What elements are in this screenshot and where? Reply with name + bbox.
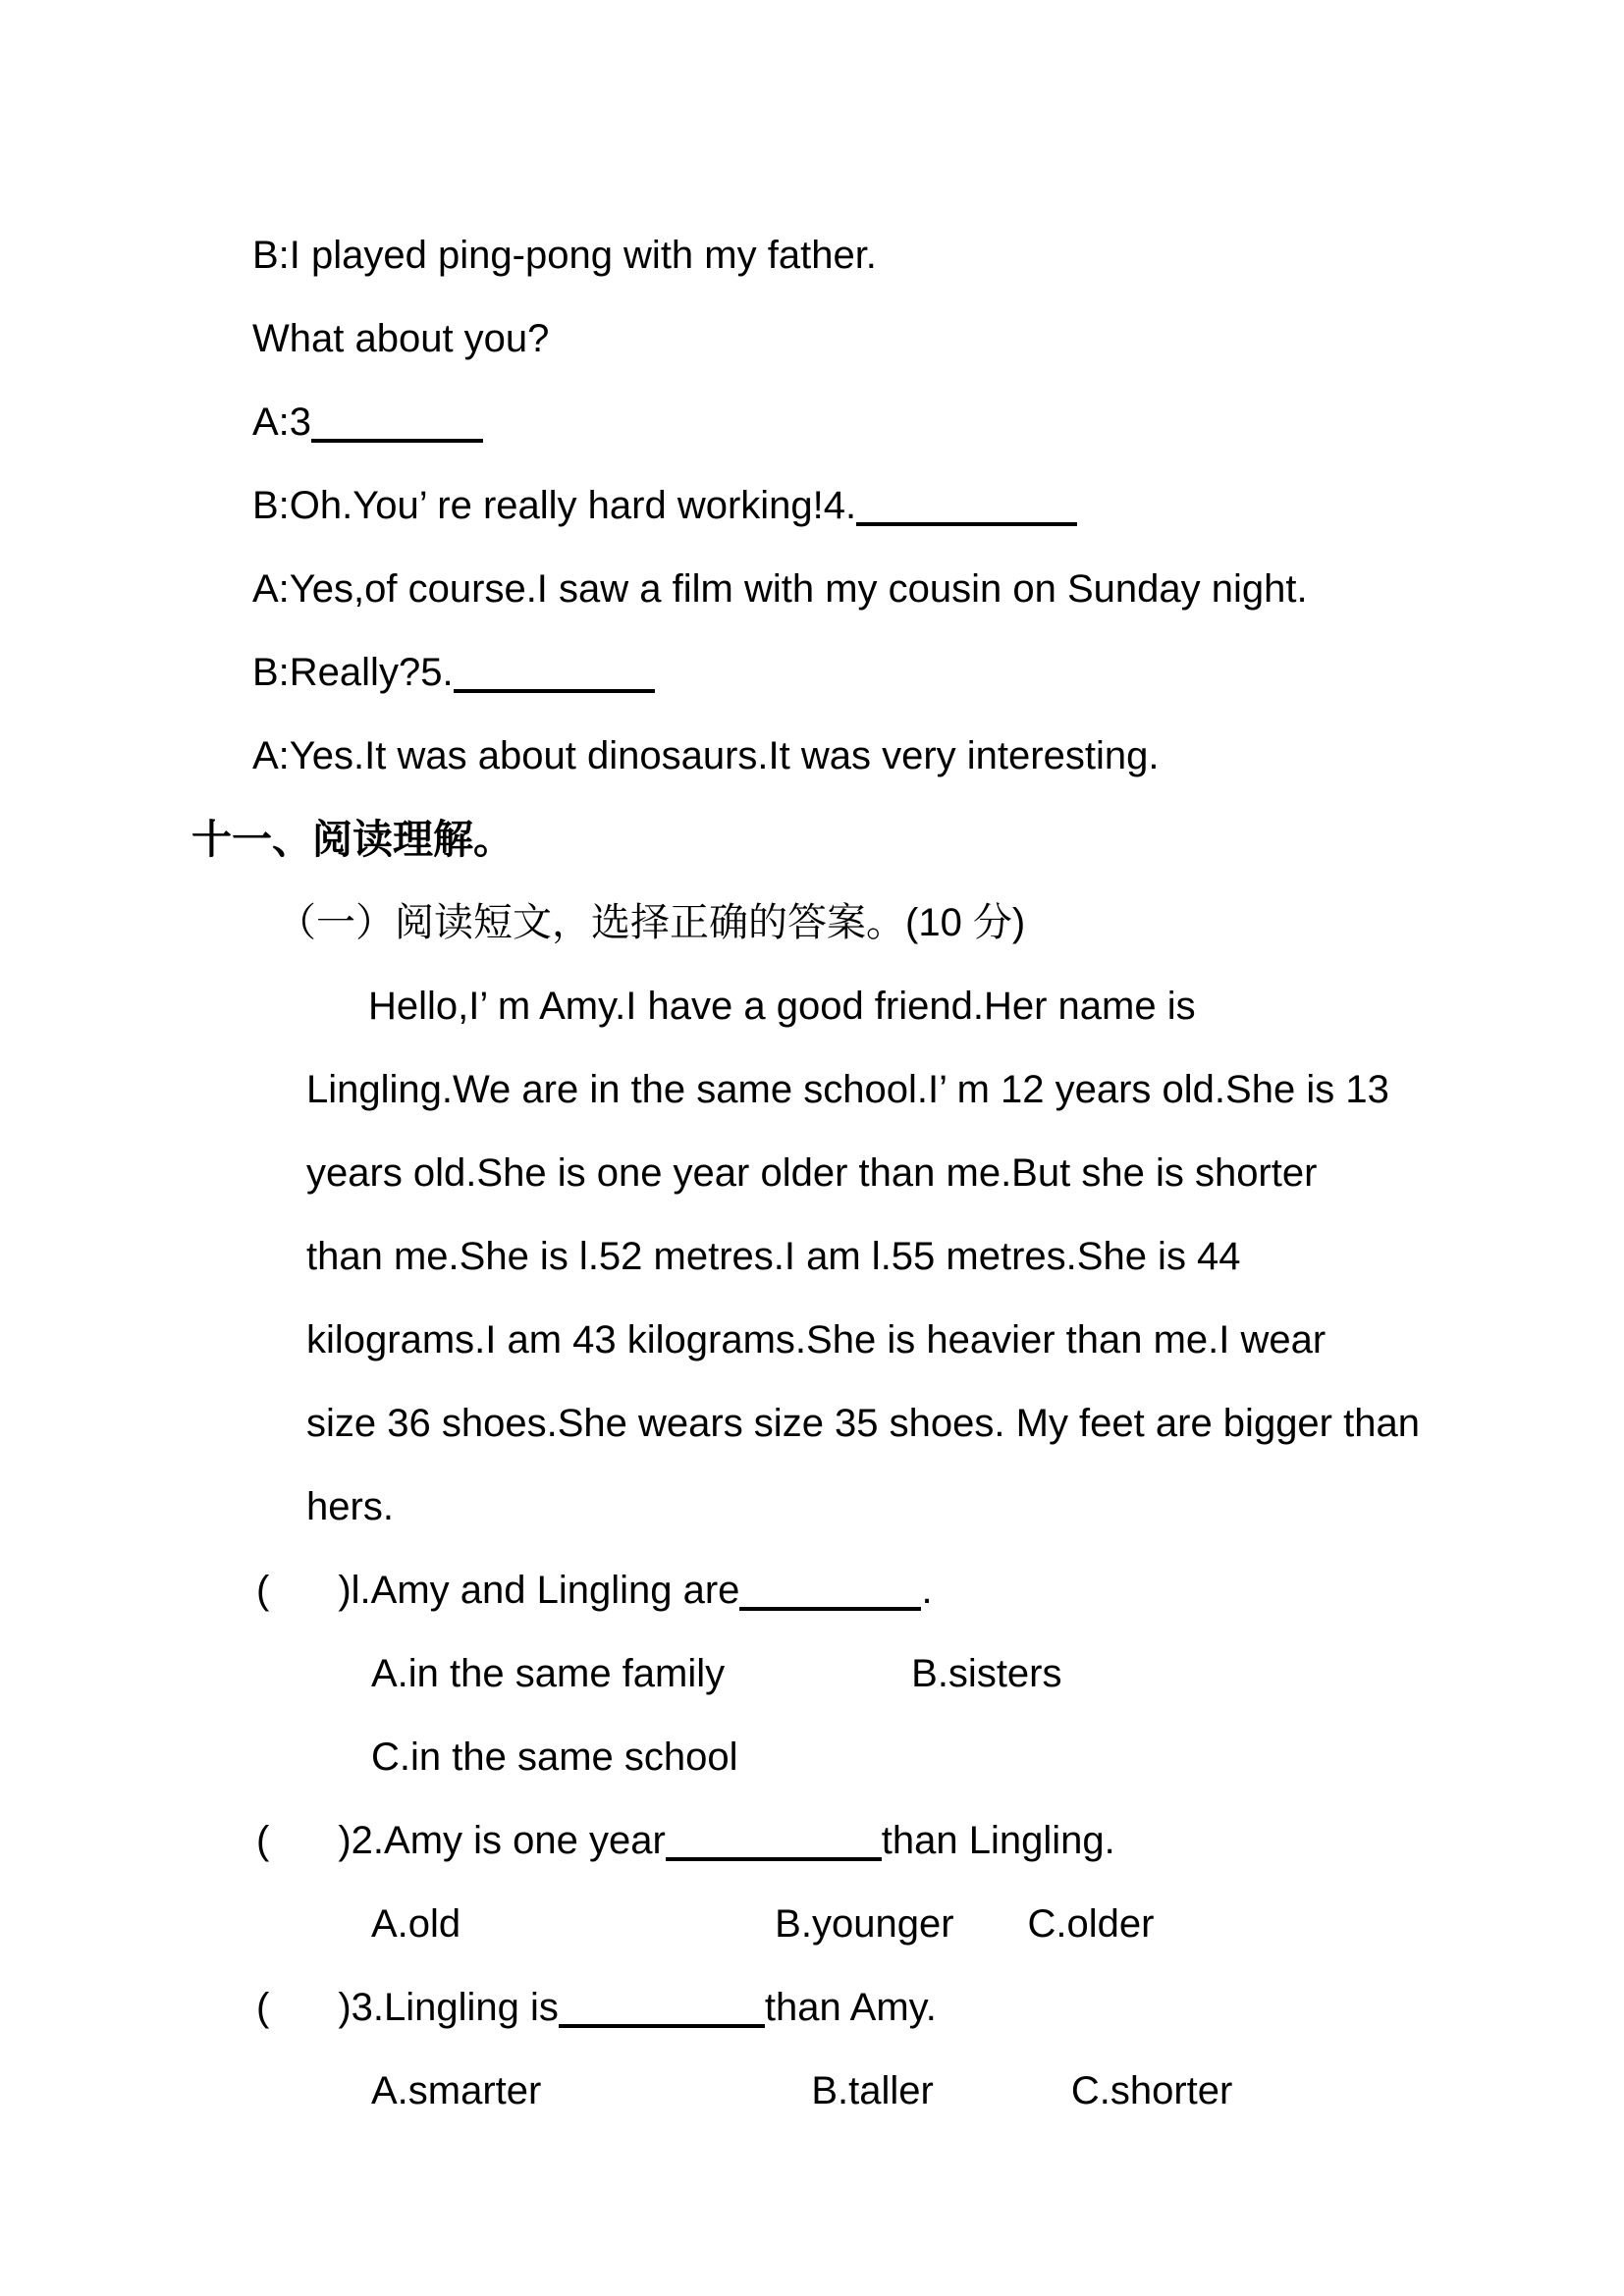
question-1-options-row-1: [371, 1632, 1624, 1716]
spacer: [725, 1685, 911, 1686]
question-stem-text: than Lingling.: [881, 1819, 1115, 1862]
spacer: [269, 1852, 338, 1853]
question-2-blank: [666, 1847, 882, 1861]
spacer: [460, 1936, 775, 1937]
passage-line-5: [306, 1299, 1624, 1382]
passage-line-6: [306, 1382, 1624, 1466]
passage-text: hers.: [306, 1485, 394, 1528]
spacer: [269, 1602, 338, 1603]
fill-in-blank-3: [311, 429, 483, 443]
dialogue-text: B:Oh.You’ re really hard working!4.: [252, 484, 857, 527]
question-3-blank: [559, 2014, 765, 2028]
dialogue-text: A:Yes.It was about dinosaurs.It was very interesting.: [252, 734, 1160, 777]
option-b-label: B.sisters: [911, 1652, 1062, 1695]
spacer: [541, 2103, 811, 2104]
question-2-stem: [256, 1799, 1624, 1883]
question-stem-text: )l.Amy and Lingling are: [338, 1569, 740, 1612]
dialogue-text: What about you?: [252, 317, 550, 360]
fill-in-blank-5: [454, 679, 655, 693]
passage-line-7: [306, 1466, 1624, 1549]
dialogue-text: B:I played ping-pong with my father.: [252, 234, 877, 277]
part-instruction-text: （一）阅读短文，选择正确的答案。(10 分): [277, 901, 1026, 944]
section-heading-text: 十一、阅读理解。: [191, 817, 514, 862]
option-a-label: A.in the same family: [371, 1652, 726, 1695]
question-1-blank: [739, 1597, 921, 1611]
answer-paren-open: (: [256, 1569, 270, 1612]
option-a-label: A.smarter: [371, 2069, 542, 2112]
dialogue-line-4: [252, 464, 1624, 548]
dialogue-line-2: [252, 297, 1624, 381]
question-3-stem: [256, 1966, 1624, 2050]
question-1-options-row-2: [371, 1716, 1624, 1799]
dialogue-text: B:Really?5.: [252, 651, 454, 694]
document-lines: [0, 214, 1624, 2133]
passage-text: size 36 shoes.She wears size 35 shoes. My feet are bigger than: [306, 1402, 1420, 1445]
passage-text: Hello,I’ m Amy.I have a good friend.Her name is: [368, 985, 1196, 1028]
dialogue-line-5: [252, 548, 1624, 631]
option-b-label: B.taller: [811, 2069, 934, 2112]
option-b-label: B.younger: [775, 1902, 954, 1946]
spacer: [269, 2019, 338, 2020]
question-stem-text: .: [921, 1569, 933, 1612]
dialogue-line-6: [252, 631, 1624, 715]
question-1-stem: [256, 1549, 1624, 1632]
part-instruction: [277, 881, 1624, 965]
dialogue-line-7: [252, 715, 1624, 798]
spacer: [954, 1936, 1028, 1937]
question-3-options-row: [371, 2050, 1624, 2133]
option-c-label: C.older: [1027, 1902, 1155, 1946]
option-c-label: C.shorter: [1070, 2069, 1233, 2112]
fill-in-blank-4: [856, 512, 1077, 526]
passage-text: Lingling.We are in the same school.I’ m 12 years old.She is 13: [306, 1068, 1389, 1111]
passage-line-2: [306, 1048, 1624, 1132]
option-c-label: C.in the same school: [371, 1735, 738, 1779]
passage-line-3: [306, 1132, 1624, 1215]
option-a-label: A.old: [371, 1902, 461, 1946]
dialogue-line-1: [252, 214, 1624, 297]
passage-text: than me.She is l.52 metres.I am l.55 metres.She is 44: [306, 1235, 1241, 1278]
passage-line-4: [306, 1215, 1624, 1299]
answer-paren-open: (: [256, 1819, 270, 1862]
question-stem-text: )3.Lingling is: [338, 1986, 559, 2029]
dialogue-line-3: [252, 381, 1624, 464]
question-stem-text: than Amy.: [764, 1986, 937, 2029]
dialogue-text: A:Yes,of course.I saw a film with my cousin on Sunday night.: [252, 567, 1308, 611]
answer-paren-open: (: [256, 1986, 270, 2029]
section-heading: [191, 798, 1624, 881]
passage-text: kilograms.I am 43 kilograms.She is heavier than me.I wear: [306, 1318, 1326, 1362]
question-stem-text: )2.Amy is one year: [338, 1819, 666, 1862]
passage-line-1: [368, 965, 1624, 1048]
spacer: [934, 2103, 1071, 2104]
question-2-options-row: [371, 1883, 1624, 1966]
dialogue-text: A:3: [252, 400, 312, 444]
passage-text: years old.She is one year older than me.But she is shorter: [306, 1151, 1318, 1195]
